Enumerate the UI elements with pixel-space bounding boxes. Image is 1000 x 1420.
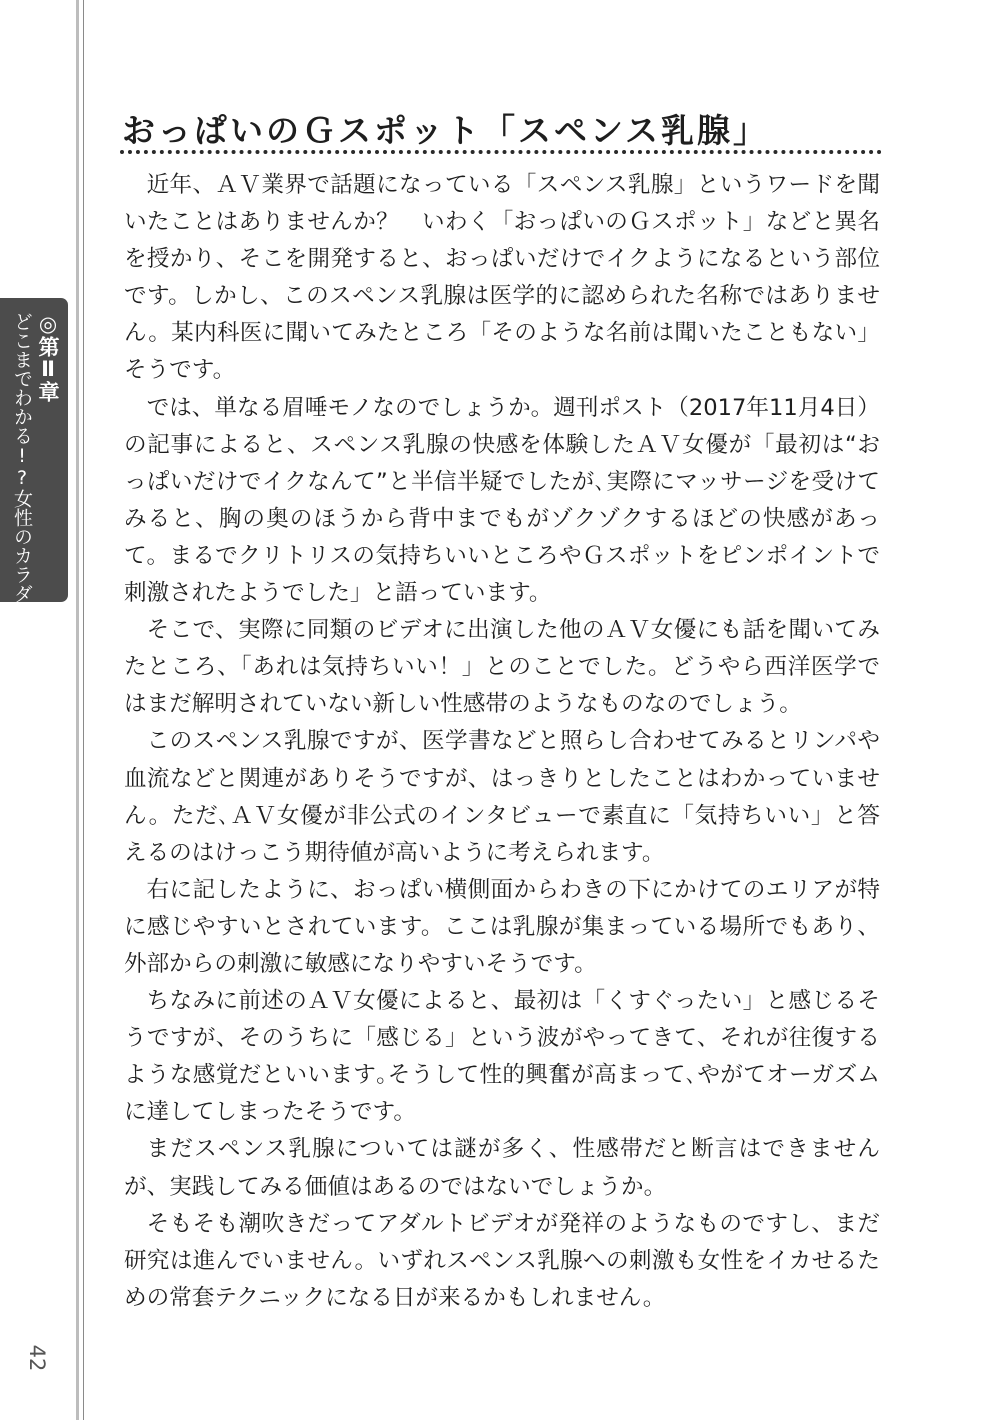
title-dotted-rule [120,150,882,154]
paragraph: そこで、実際に同類のビデオに出演した他のＡＶ女優にも話を聞いてみたところ、「あれは気持ちいい！」とのことでした。どうやら西洋医学ではまだ解明されていない新しい性感帯のようなものなのでしょう。 [124,617,880,718]
chapter-tab [0,298,68,602]
article-body [124,167,880,1317]
binding-margin-line-thin [83,0,84,1420]
paragraph: そもそも潮吹きだってアダルトビデオが発祥のようなものですし、まだ研究は進んでいません。いずれスペンス乳腺への刺激も女性をイカせるための常套テクニックになる日が来るかもしれません。 [124,1210,880,1311]
paragraph: ちなみに前述のＡＶ女優によると、最初は「くすぐったい」と感じるそうですが、そのうちに「感じる」という波がやってきて、それが往復するような感覚だといいます｡そうして性的興奮が高まって､やがてオーガズムに達してしまったそうです。 [124,988,880,1126]
paragraph: このスペンス乳腺ですが、医学書などと照らし合わせてみるとリンパや血流などと関連がありそうですが、はっきりとしたことはわかっていません。ただ､ＡＶ女優が非公式のインタビューで素直に「気持ちいい」と答えるのはけっこう期待値が高いように考えられます。 [124,728,880,866]
paragraph: まだスペンス乳腺については謎が多く、性感帯だと断言はできませんが、実践してみる価値はあるのではないでしょうか。 [124,1136,880,1200]
paragraph: 近年、ＡＶ業界で話題になっている「スペンス乳腺」というワードを聞いたことはありませんか？ いわく「おっぱいのＧスポット」などと異名を授かり、そこを開発すると、おっぱいだけでイクようになるという部位です。しかし、このスペンス乳腺は医学的に認められた名称ではありません。某内科医に聞いてみたところ「そのような名前は聞いたこともない」そうです。 [124,172,880,384]
chapter-label: ◎第Ⅱ章 [36,312,60,402]
page-number: 42 [25,1344,49,1372]
paragraph: では、単なる眉唾モノなのでしょうか。週刊ポスト（2017年11月4日）の記事によると、スペンス乳腺の快感を体験したＡＶ女優が「最初は“おっぱいだけでイクなんて”と半信半疑でしたが､実際にマッサージを受けてみると、胸の奥のほうから背中までもがゾクゾクするほどの快感があって。まるでクリトリスの気持ちいいところやＧスポットをピンポイントで刺激されたようでした」と語っています。 [124,394,880,607]
paragraph: 右に記したように、おっぱい横側面からわきの下にかけてのエリアが特に感じやすいとされています。ここは乳腺が集まっている場所でもあり、外部からの刺激に敏感になりやすいそうです。 [124,876,880,977]
chapter-title: どこまでわかる!?女性のカラダ [11,312,33,603]
binding-margin-line [76,0,79,1420]
article-title: おっぱいのＧスポット「スペンス乳腺」 [122,111,770,150]
